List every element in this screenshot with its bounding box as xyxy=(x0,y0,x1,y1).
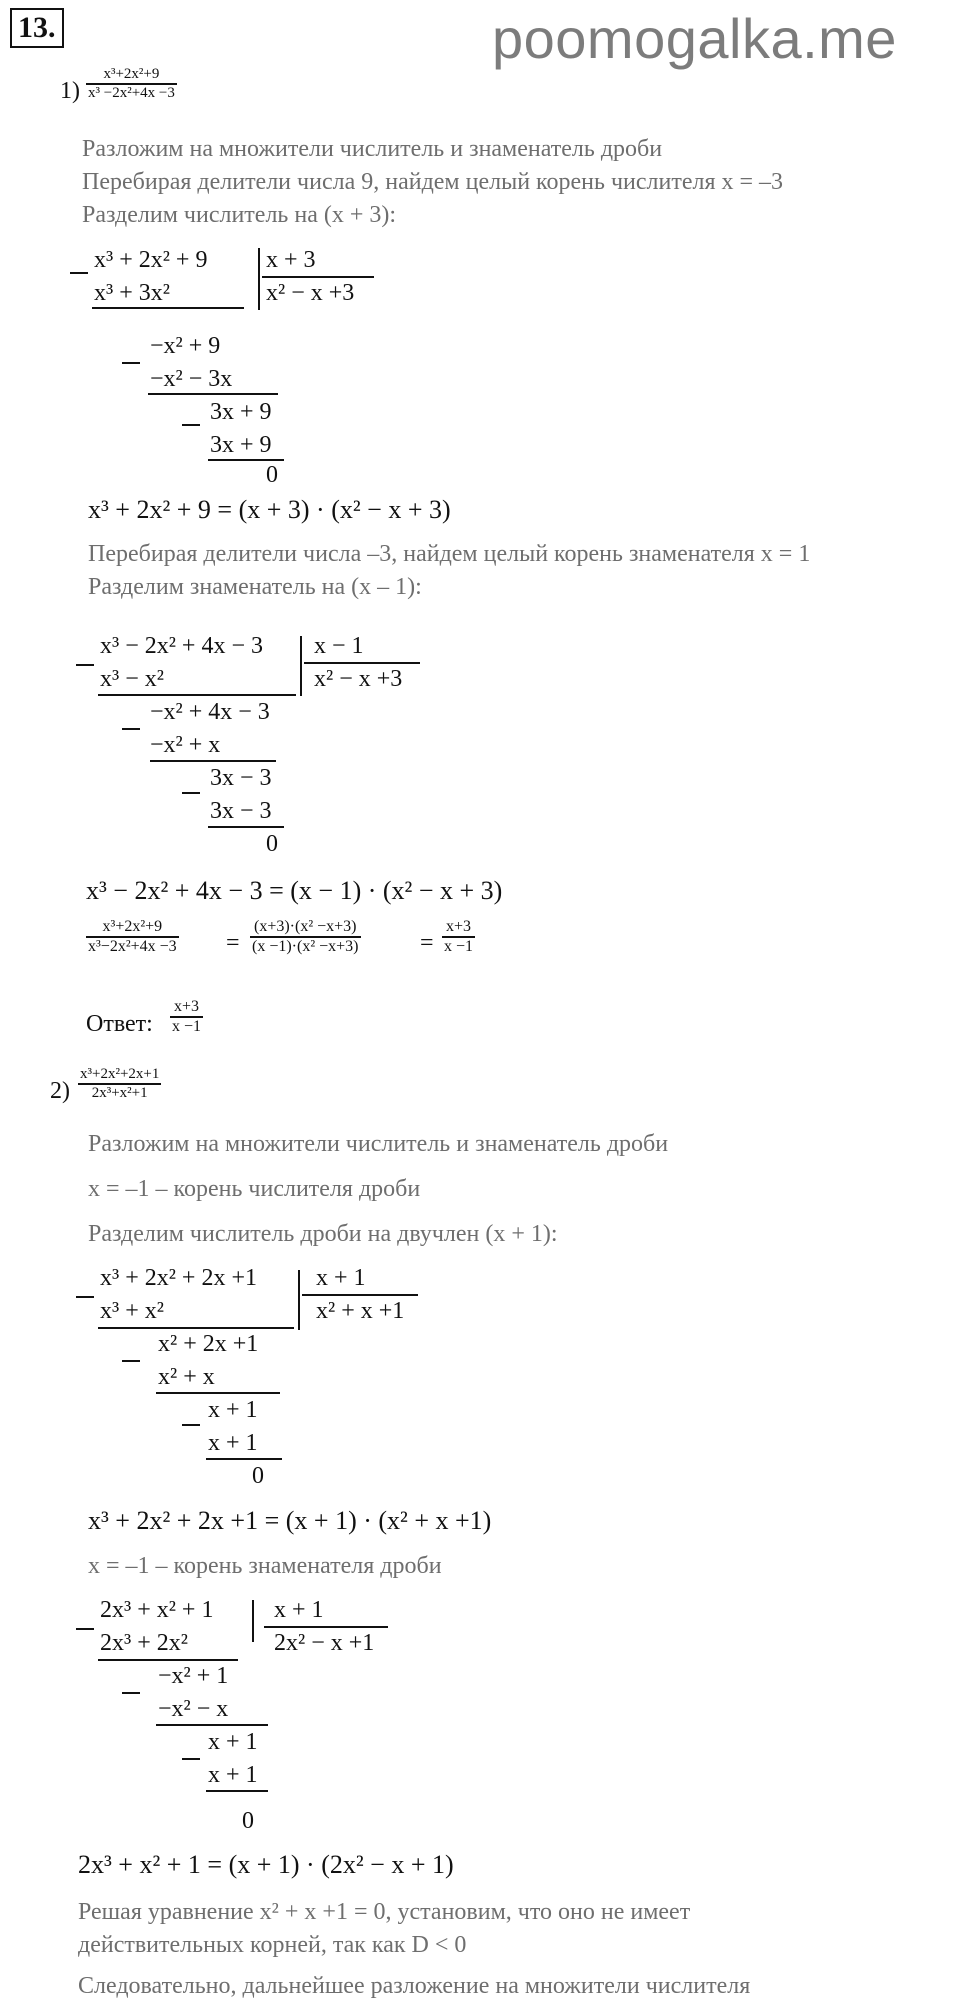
answer-label: Ответ: xyxy=(86,1011,153,1037)
divisor: x − 1 xyxy=(314,633,364,659)
part1-text5: Разделим знаменатель на (х – 1): xyxy=(88,574,422,600)
minus-sign xyxy=(122,1360,140,1362)
remainder: 3x − 3 xyxy=(210,765,272,791)
remainder: x² + 2x +1 xyxy=(158,1331,259,1357)
divisor: x + 1 xyxy=(316,1265,366,1291)
divisor: x + 3 xyxy=(266,247,316,273)
part1-label: 1) xyxy=(60,78,80,104)
remainder: x + 1 xyxy=(208,1397,258,1423)
part1-text4: Перебирая делители числа –3, найдем целый корень знаменателя х = 1 xyxy=(88,541,811,567)
minus-sign xyxy=(122,1692,140,1694)
dividend: x³ + 2x² + 2x +1 xyxy=(100,1265,257,1291)
fraction-numerator: x³+2x²+9 xyxy=(86,66,177,85)
eq-denominator: (x −1)·(x² −x+3) xyxy=(252,938,359,955)
division-bar xyxy=(300,636,302,696)
final-remainder: 0 xyxy=(242,1808,254,1834)
minus-sign xyxy=(182,424,200,426)
subtrahend: x³ + 3x² xyxy=(94,280,170,306)
eq-numerator: x+3 xyxy=(442,918,475,938)
part2-text7: Следовательно, дальнейшее разложение на множители числителя xyxy=(78,1973,751,1999)
part2-label: 2) xyxy=(50,1078,70,1104)
minus-sign xyxy=(182,1424,200,1426)
part1-text3: Разделим числитель на (х + 3): xyxy=(82,202,397,228)
minus-sign xyxy=(76,664,94,666)
part1-text1: Разложим на множители числитель и знаменатель дроби xyxy=(82,136,663,162)
answer-numerator: x+3 xyxy=(170,998,203,1018)
remainder: 3x + 9 xyxy=(210,399,272,425)
part2-text4: х = –1 – корень знаменателя дроби xyxy=(88,1553,442,1579)
subtrahend: 2x³ + 2x² xyxy=(100,1630,188,1656)
part2-text1: Разложим на множители числитель и знаменатель дроби xyxy=(88,1131,669,1157)
remainder: −x² + 1 xyxy=(158,1663,229,1689)
eq-denominator: x −1 xyxy=(444,938,474,955)
subtrahend: x + 1 xyxy=(208,1762,258,1788)
subtrahend: x³ + x² xyxy=(100,1298,164,1324)
subtrahend: 3x + 9 xyxy=(210,432,272,458)
subtrahend: x³ − x² xyxy=(100,666,164,692)
part2-fraction xyxy=(78,1066,161,1102)
part2-result1: x³ + 2x² + 2x +1 = (x + 1) · (x² + x +1) xyxy=(88,1506,492,1535)
divisor: x + 1 xyxy=(274,1597,324,1623)
division-bar xyxy=(258,248,260,310)
part1-result1: x³ + 2x² + 9 = (x + 3) · (x² − x + 3) xyxy=(88,495,451,524)
equals-sign: = xyxy=(226,930,240,956)
eq-fraction-1 xyxy=(86,918,179,956)
final-remainder: 0 xyxy=(252,1463,264,1489)
problem-number: 13. xyxy=(10,8,64,48)
dividend: 2x³ + x² + 1 xyxy=(100,1597,214,1623)
quotient: 2x² − x +1 xyxy=(274,1630,375,1656)
final-remainder: 0 xyxy=(266,831,278,857)
minus-sign xyxy=(122,728,140,730)
dividend: x³ − 2x² + 4x − 3 xyxy=(100,633,263,659)
part1-result2: x³ − 2x² + 4x − 3 = (x − 1) · (x² − x + 3) xyxy=(86,876,503,905)
answer-denominator: x −1 xyxy=(172,1018,202,1035)
part2-text3: Разделим числитель дроби на двучлен (х + 1): xyxy=(88,1221,558,1247)
quotient: x² − x +3 xyxy=(314,666,403,692)
subtrahend: x² + x xyxy=(158,1364,215,1390)
remainder: −x² + 4x − 3 xyxy=(150,699,270,725)
fraction-denominator: x³ −2x²+4x −3 xyxy=(88,85,175,101)
remainder: −x² + 9 xyxy=(150,333,221,359)
eq-fraction-3 xyxy=(442,918,475,956)
division-bar xyxy=(298,1270,300,1330)
subtrahend: −x² − 3x xyxy=(150,366,233,392)
final-remainder: 0 xyxy=(266,462,278,488)
part1-fraction xyxy=(86,66,177,102)
subtrahend: −x² + x xyxy=(150,732,221,758)
dividend: x³ + 2x² + 9 xyxy=(94,247,208,273)
equals-sign: = xyxy=(420,930,434,956)
quotient: x² − x +3 xyxy=(266,280,355,306)
site-logo: poomogalka.me xyxy=(492,7,897,70)
eq-numerator: x³+2x²+9 xyxy=(86,918,179,938)
fraction-numerator: x³+2x²+2x+1 xyxy=(78,1066,161,1085)
minus-sign xyxy=(122,362,140,364)
minus-sign xyxy=(76,1628,94,1630)
remainder: x + 1 xyxy=(208,1729,258,1755)
subtrahend: x + 1 xyxy=(208,1430,258,1456)
part2-text2: х = –1 – корень числителя дроби xyxy=(88,1176,421,1202)
fraction-denominator: 2x³+x²+1 xyxy=(91,1085,148,1101)
eq-denominator: x³−2x²+4x −3 xyxy=(88,938,177,955)
subtrahend: 3x − 3 xyxy=(210,798,272,824)
eq-numerator: (x+3)·(x² −x+3) xyxy=(250,918,361,938)
part2-text6: действительных корней, так как D < 0 xyxy=(78,1932,467,1958)
part1-text2: Перебирая делители числа 9, найдем целый корень числителя х = –3 xyxy=(82,169,784,195)
answer-fraction xyxy=(170,998,203,1036)
division-bar xyxy=(252,1600,254,1642)
minus-sign xyxy=(182,792,200,794)
part2-text5: Решая уравнение x² + x +1 = 0, установим, что оно не имеет xyxy=(78,1899,691,1925)
minus-sign xyxy=(70,272,88,274)
minus-sign xyxy=(182,1758,200,1760)
quotient: x² + x +1 xyxy=(316,1298,405,1324)
part2-result2: 2x³ + x² + 1 = (x + 1) · (2x² − x + 1) xyxy=(78,1850,454,1879)
subtrahend: −x² − x xyxy=(158,1696,229,1722)
minus-sign xyxy=(76,1296,94,1298)
eq-fraction-2 xyxy=(250,918,361,956)
